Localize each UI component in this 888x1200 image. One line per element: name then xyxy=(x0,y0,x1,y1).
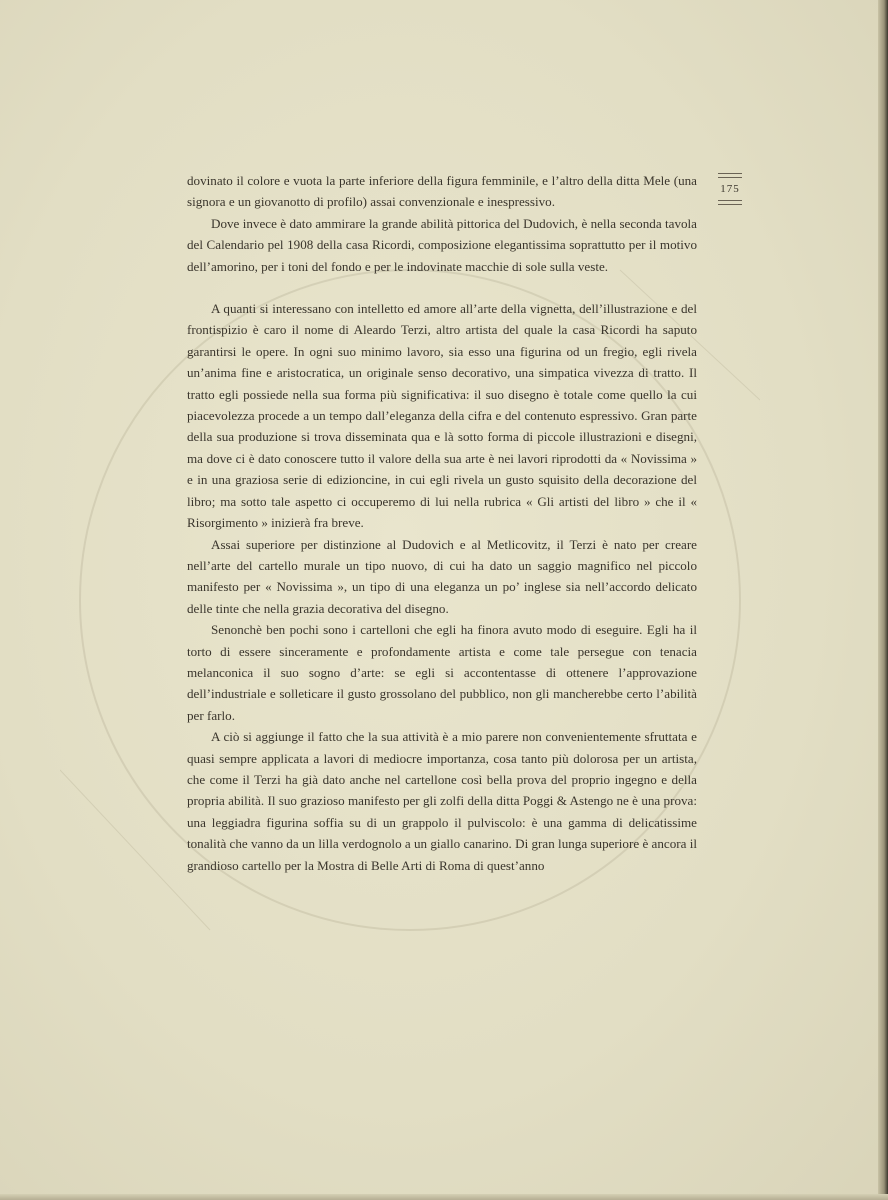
page-edge-right xyxy=(878,0,888,1200)
paragraph: A quanti si interessano con intelletto ed amore all’arte della vignetta, dell’illustrazione e del frontispizio è caro il nome di Aleardo Terzi, altro artista del quale la casa Ricordi ha saputo garantirsi le opere. In ogni suo minimo lavoro, sia esso una figurina od un fregio, egli rivela un’anima fine e aristocratica, un originale senso decorativo, una simpatica vivezza di tratto. Il tratto egli possiede nella sua forma più significativa: il suo disegno è totale come quello la cui piacevolezza procede a un tempo dall’eleganza della cifra e del contenuto espressivo. Gran parte della sua produzione si trova disseminata qua e là sotto forma di piccole illustrazioni e disegni, ma dove ci è dato conoscere tutto il valore della sua arte è nei lavori riprodotti da « Novissima » e in una graziosa serie di edizioncine, in cui egli rivela un gusto squisito della decorazione del libro; ma sotto tale aspetto ci occuperemo di lui nella rubrica « Gli artisti del libro » che il « Risorgimento » inizierà fra breve. xyxy=(187,301,697,531)
bottom-rule xyxy=(718,200,742,201)
bottom-rule-2 xyxy=(718,204,742,205)
paragraph: A ciò si aggiunge il fatto che la sua attività è a mio parere non convenientemente sfruttata e quasi sempre applicata a lavori di mediocre importanza, cosa tanto più dolorosa per un artista, che come il Terzi ha già dato anche nel cartellone così bella prova del proprio ingegno e della propria abilità. Il suo grazioso manifesto per gli zolfi della ditta Poggi & Astengo ne è una prova: una leggiadra figurina soffia su di un grappolo il pulviscolo: è una gamma di delicatissime tonalità che vanno da un lilla verdognolo a un giallo canarino. Di gran lunga superiore è ancora il grandioso cartello per la Mostra di Belle Arti di Roma di quest’anno xyxy=(187,729,697,873)
top-rule-2 xyxy=(718,177,742,178)
page-edge-bottom xyxy=(0,1194,888,1200)
page-number: 175 xyxy=(720,183,740,195)
page-number-block xyxy=(718,170,742,208)
paragraph: Dove invece è dato ammirare la grande abilità pittorica del Dudovich, è nella seconda tavola del Calendario pel 1908 della casa Ricordi, composizione elegantissima soprattutto per il motivo dell’amorino, per i toni del fondo e per le indovinate macchie di sole sulla veste. xyxy=(187,215,697,274)
paragraph: Assai superiore per distinzione al Dudovich e al Metlicovitz, il Terzi è nato per creare nell’arte del cartello murale un tipo nuovo, di cui ha dato un saggio magnifico nel piccolo manifesto per « Novissima », un tipo di una eleganza un po’ inglese sia nell’accordo delicato delle tinte che nella grazia decorativa del disegno. xyxy=(187,536,697,616)
paragraph: dovinato il colore e vuota la parte inferiore della figura femminile, e l’altro della ditta Mele (una signora e un giovanotto di profilo) assai convenzionale e inespressivo. xyxy=(187,173,697,210)
paragraph: Senonchè ben pochi sono i cartelloni che egli ha finora avuto modo di eseguire. Egli ha il torto di essere sinceramente e profondamente artista e come tale persegue con tenacia melanconica il suo sogno d’arte: se egli si accontentasse di ottenere l’approvazione dell’industriale e solleticare il gusto grossolano del pubblico, non gli mancherebbe certo l’abilità per farlo. xyxy=(187,622,697,723)
top-rule xyxy=(718,173,742,174)
body-text xyxy=(187,170,697,876)
